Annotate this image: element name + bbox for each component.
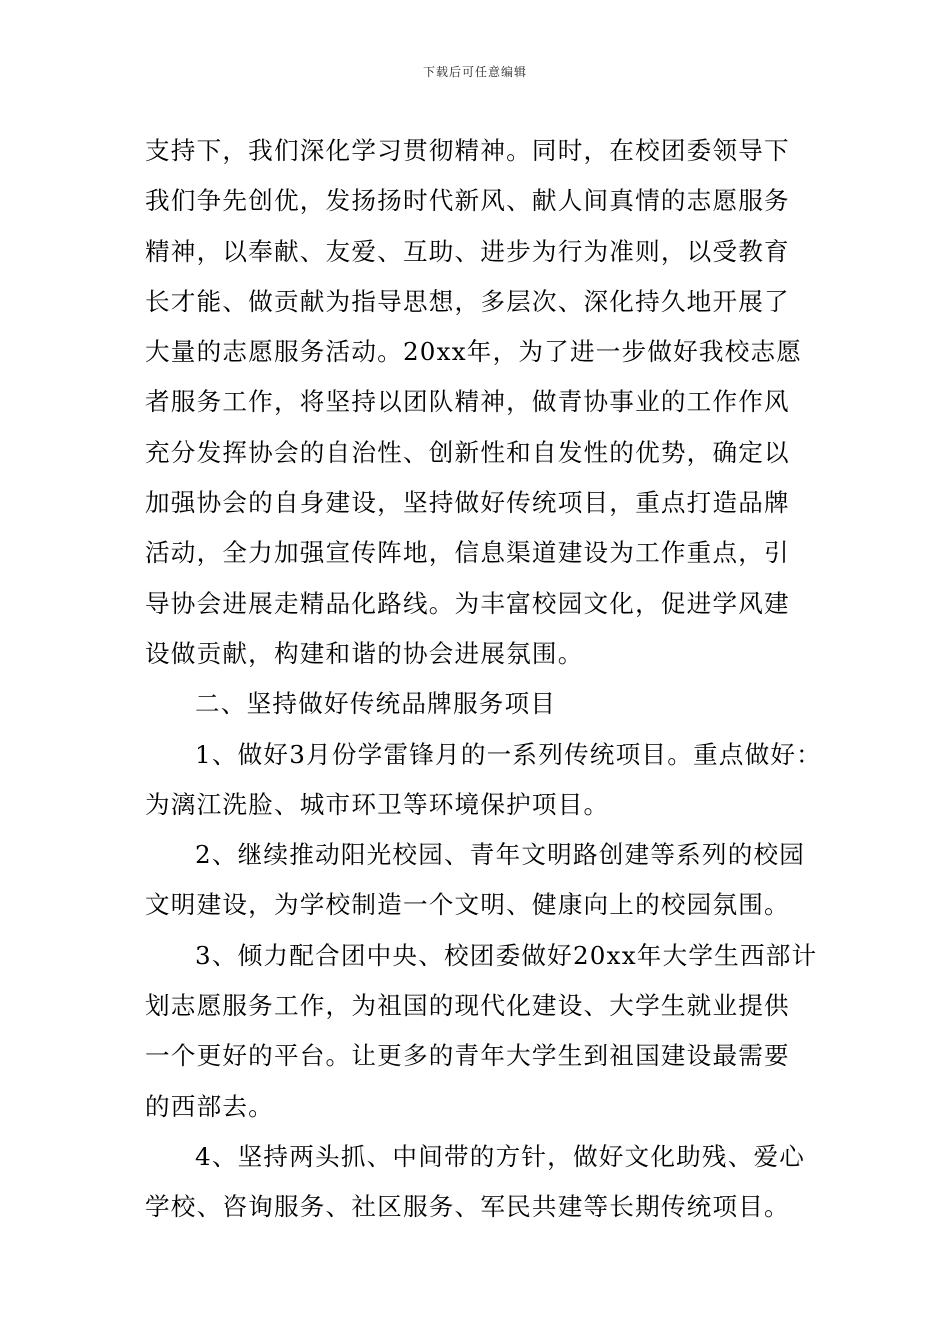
body-text	[145, 126, 822, 1233]
text-line: 文明建设，为学校制造一个文明、健康向上的校园氛围。	[145, 890, 790, 920]
list-item-3: 3、倾力配合团中央、校团委做好20xx年大学生西部计	[195, 940, 818, 970]
text-line: 为漓江洗脸、城市环卫等环境保护项目。	[145, 789, 610, 819]
text-line: 我们争先创优，发扬扬时代新风、献人间真情的志愿服务	[145, 186, 790, 216]
text-line: 一个更好的平台。让更多的青年大学生到祖国建设最需要	[145, 1041, 790, 1071]
text-line: 者服务工作，将坚持以团队精神，做青协事业的工作作风	[145, 387, 790, 417]
page-header: 下载后可任意编辑	[422, 65, 527, 79]
section-heading: 二、坚持做好传统品牌服务项目	[195, 689, 557, 719]
text-line: 长才能、做贡献为指导思想，多层次、深化持久地开展了	[145, 286, 790, 316]
text-line: 导协会进展走精品化路线。为丰富校园文化，促进学风建	[145, 588, 790, 618]
list-item-1: 1、做好3月份学雷锋月的一系列传统项目。重点做好：	[195, 739, 822, 769]
text-line: 的西部去。	[145, 1091, 274, 1121]
text-line: 划志愿服务工作，为祖国的现代化建设、大学生就业提供	[145, 991, 790, 1021]
text-line: 学校、咨询服务、社区服务、军民共建等长期传统项目。	[145, 1192, 790, 1222]
list-item-2: 2、继续推动阳光校园、青年文明路创建等系列的校园	[195, 840, 806, 870]
text-line: 精神，以奉献、友爱、互助、进步为行为准则，以受教育	[145, 236, 790, 266]
list-item-4: 4、坚持两头抓、中间带的方针，做好文化助残、爱心	[195, 1141, 806, 1171]
text-line: 加强协会的自身建设，坚持做好传统项目，重点打造品牌	[145, 488, 790, 518]
text-line: 支持下，我们深化学习贯彻精神。同时，在校团委领导下	[145, 136, 790, 165]
text-line: 大量的志愿服务活动。20xx年，为了进一步做好我校志愿	[145, 337, 803, 367]
text-line: 设做贡献，构建和谐的协会进展氛围。	[145, 638, 584, 668]
text-line: 活动，全力加强宣传阵地，信息渠道建设为工作重点，引	[145, 538, 790, 568]
text-line: 充分发挥协会的自治性、创新性和自发性的优势，确定以	[145, 437, 790, 467]
